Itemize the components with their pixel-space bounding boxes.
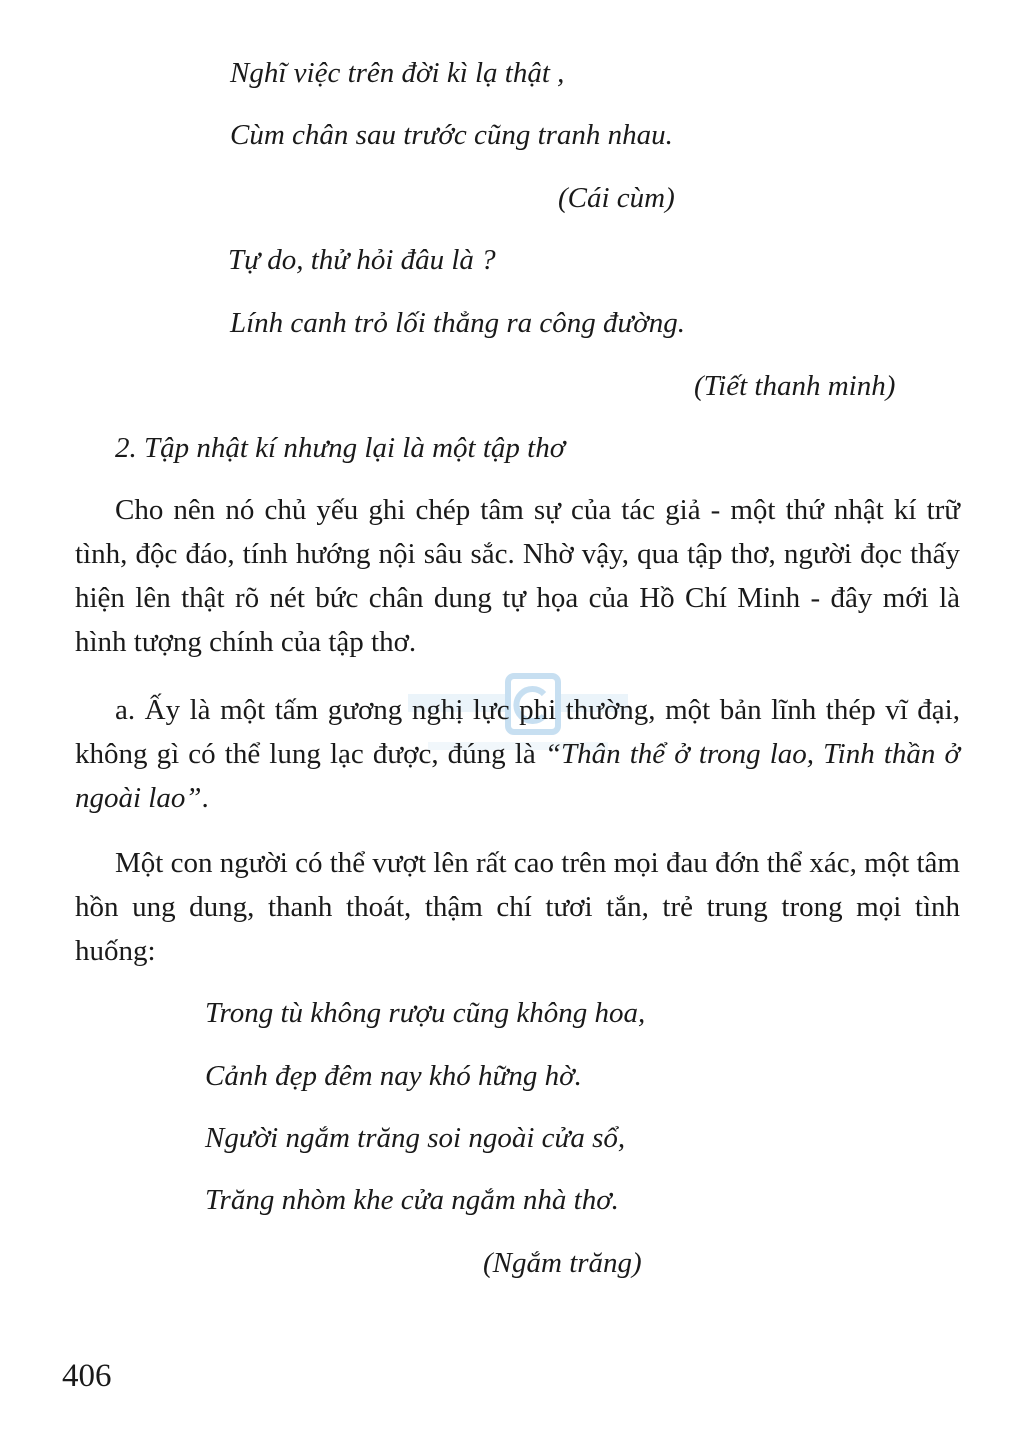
poem3-line-4: Trăng nhòm khe cửa ngắm nhà thơ. (205, 1184, 619, 1216)
poem2-line-1: Tự do, thử hỏi đâu là ? (228, 244, 496, 276)
paragraph-2 (75, 688, 960, 820)
poem1-source: (Cái cùm) (558, 182, 675, 214)
section-heading: 2. Tập nhật kí nhưng lại là một tập thơ (115, 432, 566, 464)
paragraph-2-quote: “Thân thể ở trong lao, Tinh thần ở ngoài lao” (75, 738, 960, 814)
poem2-source: (Tiết thanh minh) (694, 370, 896, 402)
paragraph-1-text: Cho nên nó chủ yếu ghi chép tâm sự của tác giả - một thứ nhật kí trữ tình, độc đáo, tính hướng nội sâu sắc. Nhờ vậy, qua tập thơ, người đọc thấy hiện lên thật rõ nét bức chân dung tự họa của Hồ Chí Minh - đây mới là hình tượng chính của tập thơ. (75, 494, 960, 658)
poem3-line-2: Cảnh đẹp đêm nay khó hững hờ. (205, 1060, 582, 1092)
poem3-line-3: Người ngắm trăng soi ngoài cửa sổ, (205, 1122, 626, 1154)
poem1-line-1: Nghĩ việc trên đời kì lạ thật , (230, 57, 565, 89)
page-number: 406 (62, 1358, 112, 1394)
poem2-line-2: Lính canh trỏ lối thẳng ra công đường. (230, 307, 686, 339)
paragraph-3-text: Một con người có thể vượt lên rất cao trên mọi đau đớn thể xác, một tâm hồn ung dung, thanh thoát, thậm chí tươi tắn, trẻ trung trong mọi tình huống: (75, 847, 960, 967)
poem3-source: (Ngắm trăng) (483, 1247, 642, 1279)
paragraph-2-text: a. Ấy là một tấm gương nghị lực phi thường, một bản lĩnh thép vĩ đại, không gì có thể lung lạc được, đúng là (75, 694, 960, 770)
paragraph-2-end: . (201, 782, 209, 814)
paragraph-3 (75, 841, 960, 973)
poem3-line-1: Trong tù không rượu cũng không hoa, (205, 997, 646, 1029)
paragraph-1 (75, 488, 960, 664)
poem1-line-2: Cùm chân sau trước cũng tranh nhau. (230, 119, 673, 151)
